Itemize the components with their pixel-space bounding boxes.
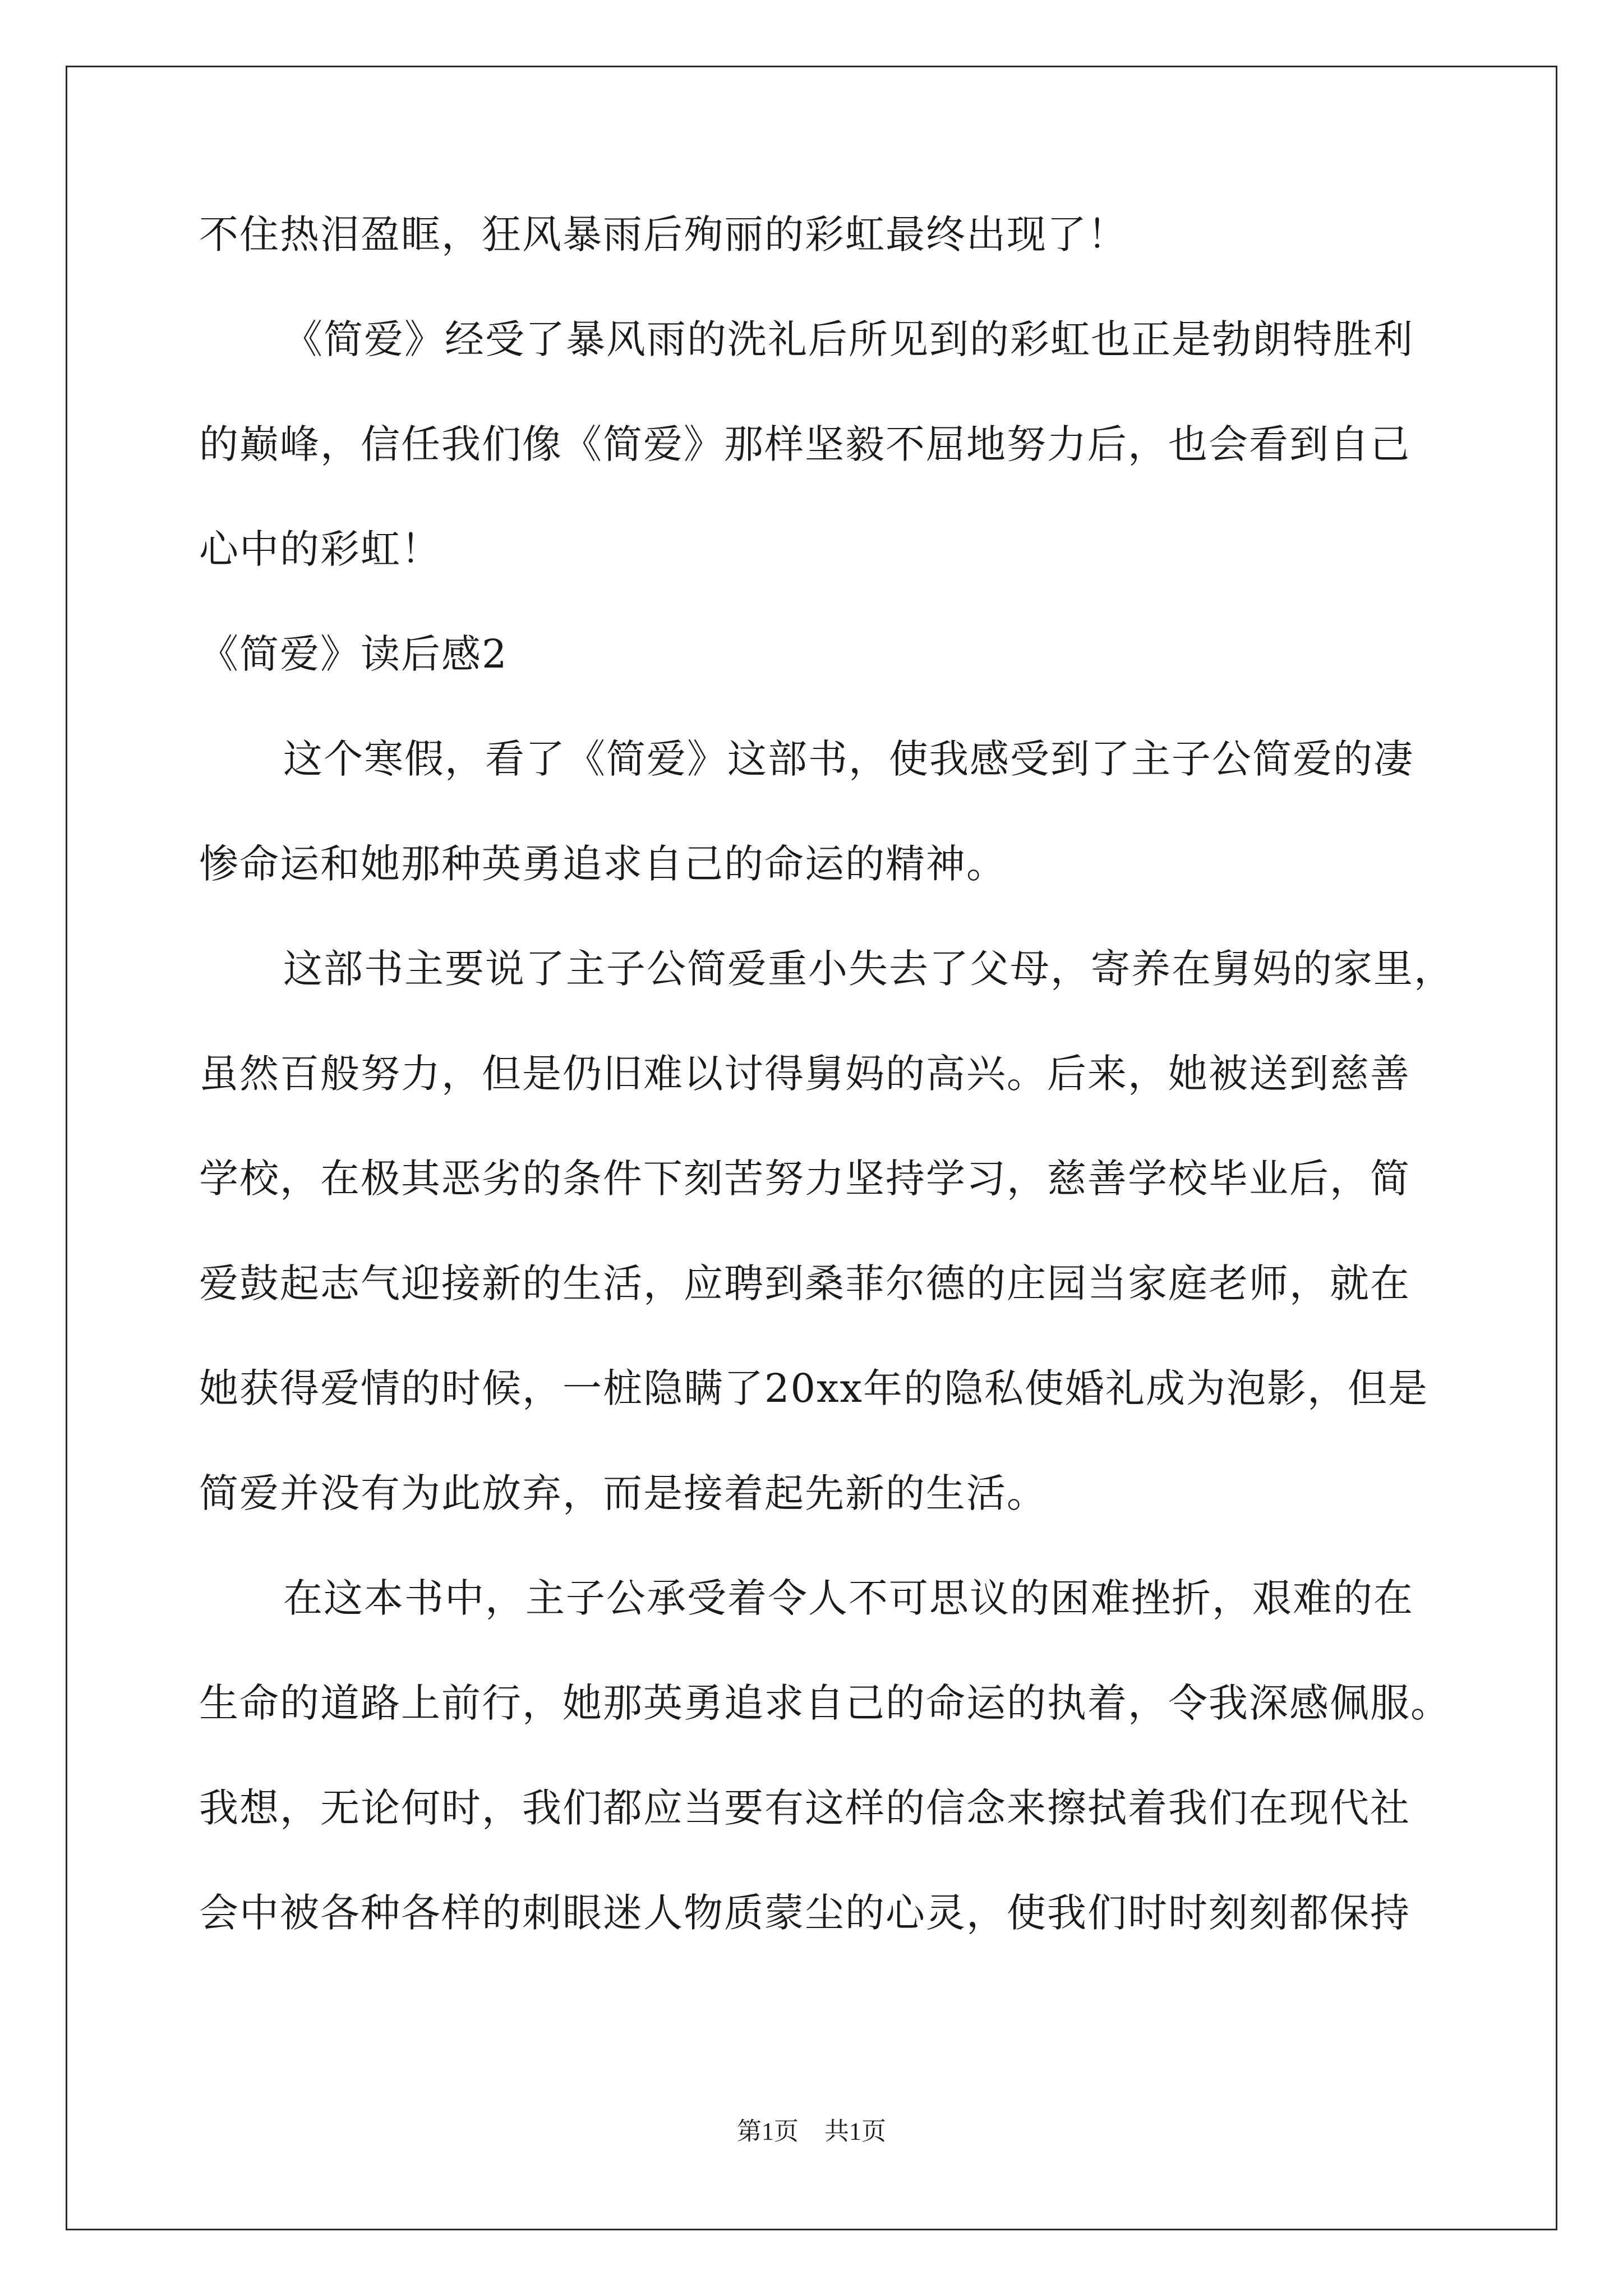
section-heading: 《简爱》读后感2 [199,631,508,677]
paragraph-line: 虽然百般努力，但是仍旧难以讨得舅妈的高兴。后来，她被送到慈善 [199,1051,1410,1097]
paragraph-line: 爱鼓起志气迎接新的生活，应聘到桑菲尔德的庄园当家庭老师，就在 [199,1260,1410,1306]
paragraph-line: 《简爱》经受了暴风雨的洗礼后所见到的彩虹也正是勃朗特胜利 [283,316,1414,362]
paragraph-line: 的巅峰，信任我们像《简爱》那样坚毅不屈地努力后，也会看到自己 [199,421,1410,467]
paragraph-line: 我想，无论何时，我们都应当要有这样的信念来擦拭着我们在现代社 [199,1785,1410,1831]
page-footer [0,2115,1623,2148]
document-body [199,209,1454,1992]
paragraph-line: 心中的彩虹！ [199,526,441,572]
paragraph-line: 学校，在极其恶劣的条件下刻苦努力坚持学习，慈善学校毕业后，简 [199,1156,1410,1202]
paragraph-line: 她获得爱情的时候，一桩隐瞒了20xx年的隐私使婚礼成为泡影，但是 [199,1365,1429,1411]
paragraph-line: 在这本书中，主子公承受着令人不可思议的困难挫折，艰难的在 [283,1575,1414,1621]
paragraph-line: 会中被各种各样的刺眼迷人物质蒙尘的心灵，使我们时时刻刻都保持 [199,1890,1410,1936]
paragraph-line: 这个寒假，看了《简爱》这部书，使我感受到了主子公简爱的凄 [283,736,1414,782]
paragraph-line: 生命的道路上前行，她那英勇追求自己的命运的执着，令我深感佩服。 [199,1680,1451,1726]
paragraph-line: 不住热泪盈眶，狂风暴雨后殉丽的彩虹最终出现了！ [199,211,1128,257]
paragraph-line: 这部书主要说了主子公简爱重小失去了父母，寄养在舅妈的家里， [283,946,1454,992]
page-total: 共1页 [824,2118,886,2145]
paragraph-line: 简爱并没有为此放弃，而是接着起先新的生活。 [199,1470,1047,1516]
page-number: 第1页 [737,2118,799,2145]
paragraph-line: 惨命运和她那种英勇追求自己的命运的精神。 [199,841,1007,887]
